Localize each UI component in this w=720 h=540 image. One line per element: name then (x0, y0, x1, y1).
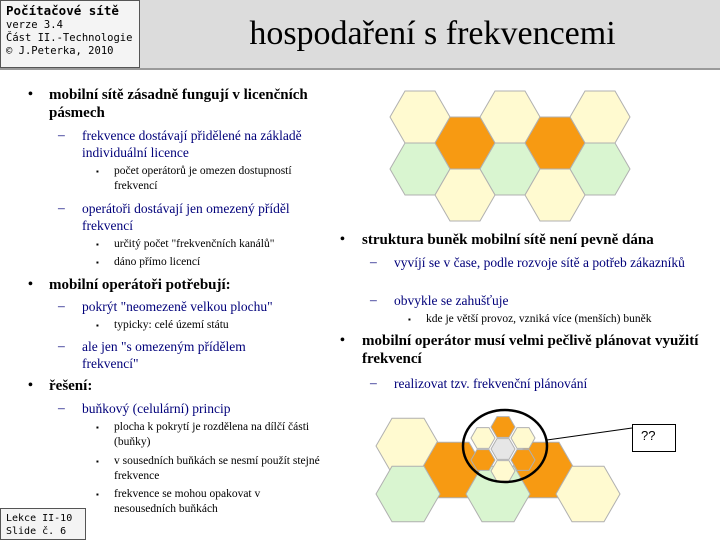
bullet-dot: • (28, 277, 33, 292)
part-text: Část II.-Technologie (6, 32, 133, 44)
right-bullet-2: mobilní operátor musí velmi pečlivě plánovat využití frekvencí (362, 333, 699, 367)
left-item-1: počet operátorů je omezen dostupností frekvencí (114, 165, 292, 192)
right-item-1: kde je větší provoz, vzniká více (menších) buněk (426, 313, 652, 325)
bullet-dot: • (28, 378, 33, 393)
square-marker: ▪ (96, 240, 99, 249)
left-sub-3: pokrýt "neomezeně velkou plochu" (82, 299, 273, 314)
author-text: © J.Peterka, 2010 (6, 45, 114, 57)
dash-marker: – (58, 400, 65, 415)
left-bullet-2: mobilní operátoři potřebují: (49, 277, 231, 293)
right-sub-3: realizovat tzv. frekvenční plánování (394, 376, 588, 391)
left-item-3: dáno přímo licencí (114, 256, 201, 268)
dash-marker: – (58, 200, 65, 215)
left-sub-1: frekvence dostávají přidělené na základě individuální licence (82, 128, 302, 160)
right-sub-2: obvykle se zahušťuje (394, 293, 509, 308)
left-sub-2: operátoři dostávají jen omezený příděl frekvencí (82, 201, 290, 233)
bullet-dot: • (340, 333, 345, 348)
left-item-7: frekvence se mohou opakovat v nesousedních buňkách (114, 488, 261, 515)
dash-marker: – (370, 254, 377, 269)
right-bullet-1: struktura buněk mobilní sítě není pevně dána (362, 232, 654, 248)
dash-marker: – (370, 375, 377, 390)
course-name: Počítačové sítě (6, 3, 119, 18)
bullet-dot: • (28, 87, 33, 102)
square-marker: ▪ (96, 167, 99, 176)
left-item-6: v sousedních buňkách se nesmí použít stejné frekvence (114, 455, 320, 482)
square-marker: ▪ (96, 258, 99, 267)
lesson-label: Lekce II-10 (6, 513, 73, 524)
left-item-5: plocha k pokrytí je rozdělena na dílčí části (buňky) (114, 421, 310, 448)
dash-marker: – (58, 127, 65, 142)
slide-footer (0, 508, 86, 540)
square-marker: ▪ (96, 457, 99, 466)
dash-marker: – (58, 298, 65, 313)
square-marker: ▪ (408, 315, 411, 324)
right-sub-1: vyvíjí se v čase, podle rozvoje sítě a potřeb zákazníků (394, 255, 685, 270)
dash-marker: – (58, 338, 65, 353)
square-marker: ▪ (96, 423, 99, 432)
slide-number: Slide č. 6 (6, 526, 67, 537)
left-bullet-1: mobilní sítě zásadně fungují v licenčních pásmech (49, 87, 308, 121)
left-item-4: typicky: celé území státu (114, 319, 229, 331)
bullet-dot: • (340, 232, 345, 247)
slide-title: hospodaření s frekvencemi (249, 15, 616, 52)
square-marker: ▪ (96, 490, 99, 499)
version-text: verze 3.4 (6, 19, 63, 31)
callout-box: ?? (632, 424, 676, 452)
left-sub-5: buňkový (celulární) princip (82, 401, 231, 416)
left-bullet-3: řešení: (49, 378, 93, 394)
left-sub-4: ale jen "s omezeným přídělem frekvencí" (82, 339, 246, 371)
dash-marker: – (370, 292, 377, 307)
left-item-2: určitý počet "frekvenčních kanálů" (114, 238, 275, 250)
square-marker: ▪ (96, 321, 99, 330)
